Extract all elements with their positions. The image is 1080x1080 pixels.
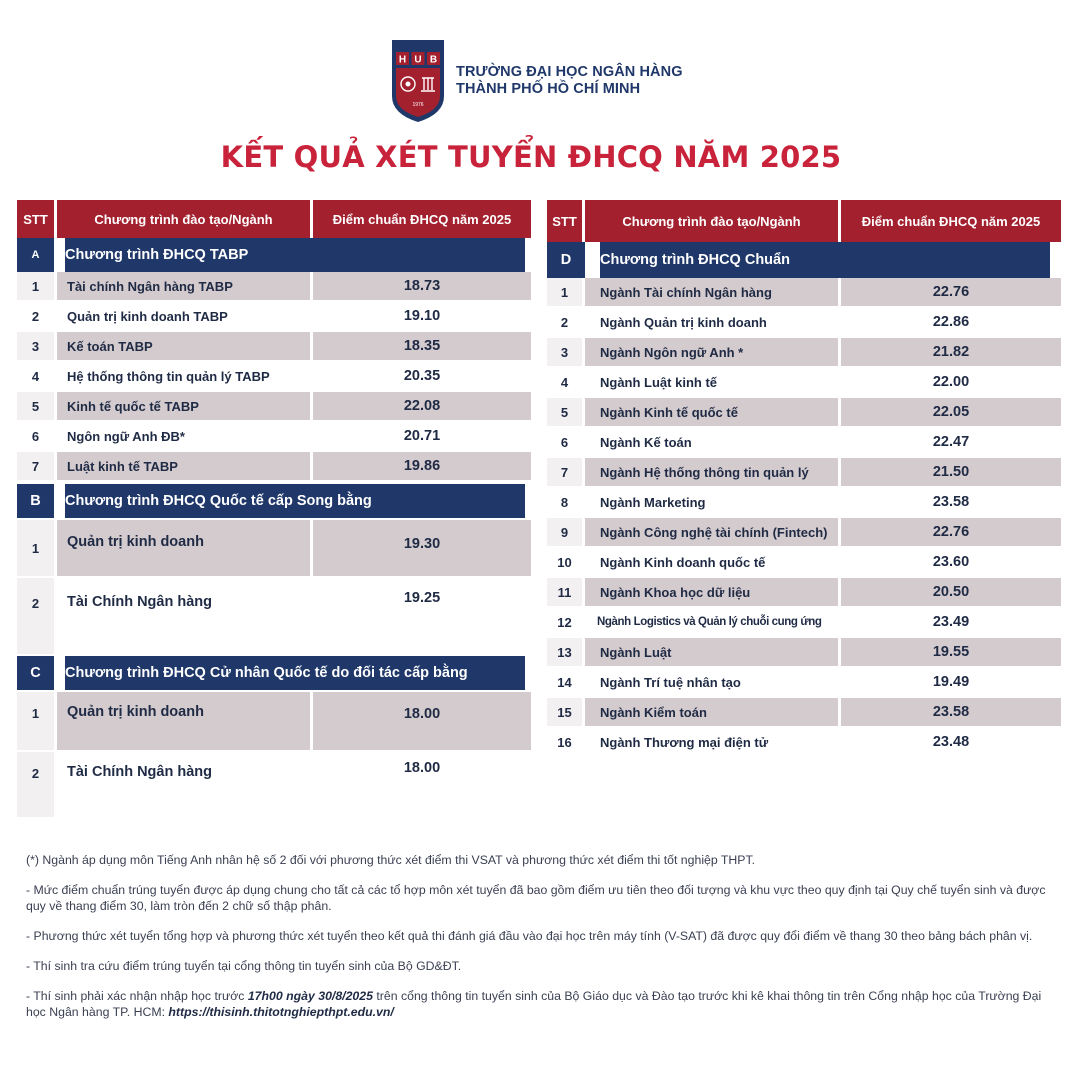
- row-stt: 1: [547, 278, 582, 306]
- table-row: [17, 578, 531, 654]
- header-program: Chương trình đào tạo/Ngành: [585, 200, 838, 242]
- row-score: 22.76: [841, 278, 1061, 306]
- logo-letter-u: U: [414, 54, 422, 66]
- row-score: 19.10: [403, 308, 441, 324]
- row-program: Kế toán TABP: [57, 332, 310, 360]
- table-row: [547, 698, 1061, 728]
- row-program: Ngôn ngữ Anh ĐB*: [67, 428, 185, 444]
- row-stt: 1: [17, 520, 54, 576]
- table-row: [547, 278, 1061, 308]
- logo-letter-b: B: [429, 54, 438, 66]
- note-deadline: 17h00 ngày 30/8/2025: [247, 989, 373, 1003]
- row-stt: 3: [547, 338, 582, 366]
- row-stt: 2: [17, 578, 54, 654]
- note-vsat-conversion: - Phương thức xét tuyển tổng hợp và phương thức xét tuyển theo kết quả thi đánh giá đầu vào đại học trên máy tính (V-SAT) đã được quy đổi điểm về thang 30 theo bảng bách phân vị.: [26, 929, 1033, 943]
- row-score: 20.50: [841, 578, 1061, 606]
- school-logo: [390, 38, 446, 124]
- row-score: 22.86: [932, 314, 970, 330]
- row-score: 19.30: [313, 520, 531, 576]
- row-program: Ngành Marketing: [600, 494, 706, 510]
- section-a-rows: [17, 272, 531, 484]
- table-row: [17, 332, 531, 362]
- row-score: 21.82: [841, 338, 1061, 366]
- table-row: [547, 518, 1061, 548]
- table-row: [17, 362, 531, 392]
- row-program: Ngành Kiểm toán: [585, 698, 838, 726]
- section-c: [17, 656, 531, 690]
- section-title: Chương trình ĐHCQ Chuẩn: [600, 242, 1050, 278]
- row-program: Ngành Hệ thống thông tin quản lý: [585, 458, 838, 486]
- row-program: Tài chính Ngân hàng TABP: [57, 272, 310, 300]
- section-code: A: [17, 238, 54, 272]
- row-stt: 10: [557, 554, 572, 570]
- table-row: [547, 338, 1061, 368]
- row-program: Luật kinh tế TABP: [57, 452, 310, 480]
- table-row: [17, 752, 531, 817]
- footnotes: [26, 852, 1056, 1034]
- row-program: Ngành Tài chính Ngân hàng: [585, 278, 838, 306]
- note-english-coefficient: (*) Ngành áp dụng môn Tiếng Anh nhân hệ số 2 đối với phương thức xét điểm thi VSAT và phương thức xét điểm thi tốt nghiệp THPT.: [26, 853, 756, 867]
- table-row: [17, 422, 531, 452]
- row-program: Ngành Luật kinh tế: [600, 374, 717, 390]
- row-stt: 5: [547, 398, 582, 426]
- table-row: [547, 668, 1061, 698]
- row-score: 19.55: [841, 638, 1061, 666]
- row-program: Quản trị kinh doanh: [57, 692, 310, 750]
- row-stt: 14: [557, 674, 572, 690]
- row-score: 22.47: [932, 434, 970, 450]
- table-row: [547, 578, 1061, 608]
- left-results-table: [17, 200, 531, 817]
- section-title: Chương trình ĐHCQ TABP: [65, 238, 525, 272]
- row-score: 19.25: [403, 590, 441, 606]
- row-score: 23.49: [932, 614, 970, 630]
- row-stt: 6: [560, 434, 569, 450]
- row-program: Ngành Kinh tế quốc tế: [585, 398, 838, 426]
- school-name: [456, 64, 683, 98]
- row-stt: 2: [31, 308, 40, 324]
- table-row: [17, 520, 531, 576]
- header-stt: STT: [17, 200, 54, 238]
- table-row: [17, 392, 531, 422]
- row-stt: 2: [560, 314, 569, 330]
- row-stt: 16: [557, 734, 572, 750]
- row-program: Ngành Kế toán: [600, 434, 692, 450]
- row-score: 23.48: [932, 734, 970, 750]
- logo-year: 1976: [412, 102, 424, 108]
- section-d-rows: [547, 278, 1061, 762]
- row-stt: 4: [31, 368, 40, 384]
- row-stt: 7: [17, 452, 54, 480]
- table-row: [17, 302, 531, 332]
- page-title: KẾT QUẢ XÉT TUYỂN ĐHCQ NĂM 2025: [220, 140, 842, 174]
- note-lookup: - Thí sinh tra cứu điểm trúng tuyển tại cổng thông tin tuyển sinh của Bộ GD&ĐT.: [26, 959, 462, 973]
- section-code: D: [547, 242, 585, 278]
- section-title: Chương trình ĐHCQ Cử nhân Quốc tế do đối tác cấp bằng: [65, 656, 525, 690]
- row-score: 20.71: [403, 428, 441, 444]
- right-results-table: [547, 200, 1061, 762]
- row-stt: 5: [17, 392, 54, 420]
- row-program: Ngành Trí tuệ nhân tạo: [600, 674, 741, 690]
- row-stt: 2: [17, 752, 54, 817]
- table-row: [547, 548, 1061, 578]
- row-score: 18.73: [313, 272, 531, 300]
- row-score: 19.86: [313, 452, 531, 480]
- section-d: [547, 242, 1061, 278]
- table-row: [547, 608, 1061, 638]
- row-program: Ngành Quản trị kinh doanh: [600, 314, 767, 330]
- header-score: Điểm chuẩn ĐHCQ năm 2025: [313, 200, 531, 238]
- row-score: 22.00: [932, 374, 970, 390]
- header-program: Chương trình đào tạo/Ngành: [57, 200, 310, 238]
- row-program: Ngành Thương mại điện tử: [600, 734, 769, 750]
- section-code: C: [17, 656, 54, 690]
- note-confirm-enrollment: [26, 988, 1056, 1020]
- row-program: Kinh tế quốc tế TABP: [57, 392, 310, 420]
- row-stt: 8: [560, 494, 569, 510]
- row-stt: 3: [17, 332, 54, 360]
- row-score: 22.08: [313, 392, 531, 420]
- admission-portal-link[interactable]: https://thisinh.thitotnghiepthpt.edu.vn/: [168, 1005, 394, 1019]
- school-name-line2: THÀNH PHỐ HỒ CHÍ MINH: [456, 81, 641, 97]
- row-program: Ngành Khoa học dữ liệu: [585, 578, 838, 606]
- row-stt: 1: [17, 692, 54, 750]
- row-program: Tài Chính Ngân hàng: [67, 594, 212, 610]
- note-confirm-text-b: trên cổng thông tin tuyển sinh của Bộ Giáo dục và Đào tạo trước khi kê khai thông tin trên Cổng nhập học của Trường Đại học Ngân hàng TP. HCM:: [26, 989, 1042, 1019]
- row-score: 20.35: [403, 368, 441, 384]
- row-score: 21.50: [841, 458, 1061, 486]
- school-name-line1: TRƯỜNG ĐẠI HỌC NGÂN HÀNG: [456, 64, 683, 80]
- row-score: 18.35: [313, 332, 531, 360]
- table-header: [17, 200, 531, 238]
- row-stt: 1: [17, 272, 54, 300]
- row-stt: 11: [547, 578, 582, 606]
- section-b: [17, 484, 531, 518]
- row-stt: 9: [547, 518, 582, 546]
- logo-letter-h: H: [398, 54, 407, 66]
- row-program: Ngành Luật: [585, 638, 838, 666]
- table-header: [547, 200, 1061, 242]
- note-score-scale: - Mức điểm chuẩn trúng tuyển được áp dụng chung cho tất cả các tổ hợp môn xét tuyển đã bao gồm điểm ưu tiên theo đối tượng và khu vực theo quy định tại Quy chế tuyển sinh và được quy về thang điểm 30, làm tròn đến 2 chữ số thập phân.: [26, 883, 1046, 913]
- row-score: 18.00: [403, 760, 441, 776]
- header-score: Điểm chuẩn ĐHCQ năm 2025: [841, 200, 1061, 242]
- row-stt: 4: [560, 374, 569, 390]
- row-program: Tài Chính Ngân hàng: [67, 764, 212, 780]
- table-row: [547, 428, 1061, 458]
- row-program: Hệ thống thông tin quản lý TABP: [67, 368, 270, 384]
- table-row: [17, 272, 531, 302]
- row-stt: 15: [547, 698, 582, 726]
- row-program: Ngành Logistics và Quản lý chuỗi cung ứng: [597, 616, 822, 628]
- table-row: [547, 368, 1061, 398]
- row-stt: 7: [547, 458, 582, 486]
- row-score: 18.00: [313, 692, 531, 750]
- row-stt: 12: [557, 614, 572, 630]
- table-row: [547, 398, 1061, 428]
- row-stt: 6: [31, 428, 40, 444]
- row-score: 23.60: [932, 554, 970, 570]
- row-stt: 13: [547, 638, 582, 666]
- row-program: Ngành Ngôn ngữ Anh *: [585, 338, 838, 366]
- table-row: [17, 452, 531, 482]
- row-score: 23.58: [841, 698, 1061, 726]
- row-program: Ngành Công nghệ tài chính (Fintech): [585, 518, 838, 546]
- table-row: [547, 638, 1061, 668]
- row-program: Ngành Kinh doanh quốc tế: [600, 554, 766, 570]
- table-row: [547, 308, 1061, 338]
- row-score: 19.49: [932, 674, 970, 690]
- header-stt: STT: [547, 200, 582, 242]
- note-confirm-text-a: - Thí sinh phải xác nhận nhập học trước: [26, 989, 248, 1003]
- table-row: [547, 488, 1061, 518]
- section-title: Chương trình ĐHCQ Quốc tế cấp Song bằng: [65, 484, 525, 518]
- table-row: [547, 728, 1061, 758]
- row-score: 22.05: [841, 398, 1061, 426]
- row-score: 22.76: [841, 518, 1061, 546]
- section-code: B: [17, 484, 54, 518]
- row-program: Quản trị kinh doanh: [57, 520, 310, 576]
- table-row: [547, 458, 1061, 488]
- row-score: 23.58: [932, 494, 970, 510]
- table-row: [17, 692, 531, 750]
- row-program: Quản trị kinh doanh TABP: [67, 308, 228, 324]
- section-a: [17, 238, 531, 272]
